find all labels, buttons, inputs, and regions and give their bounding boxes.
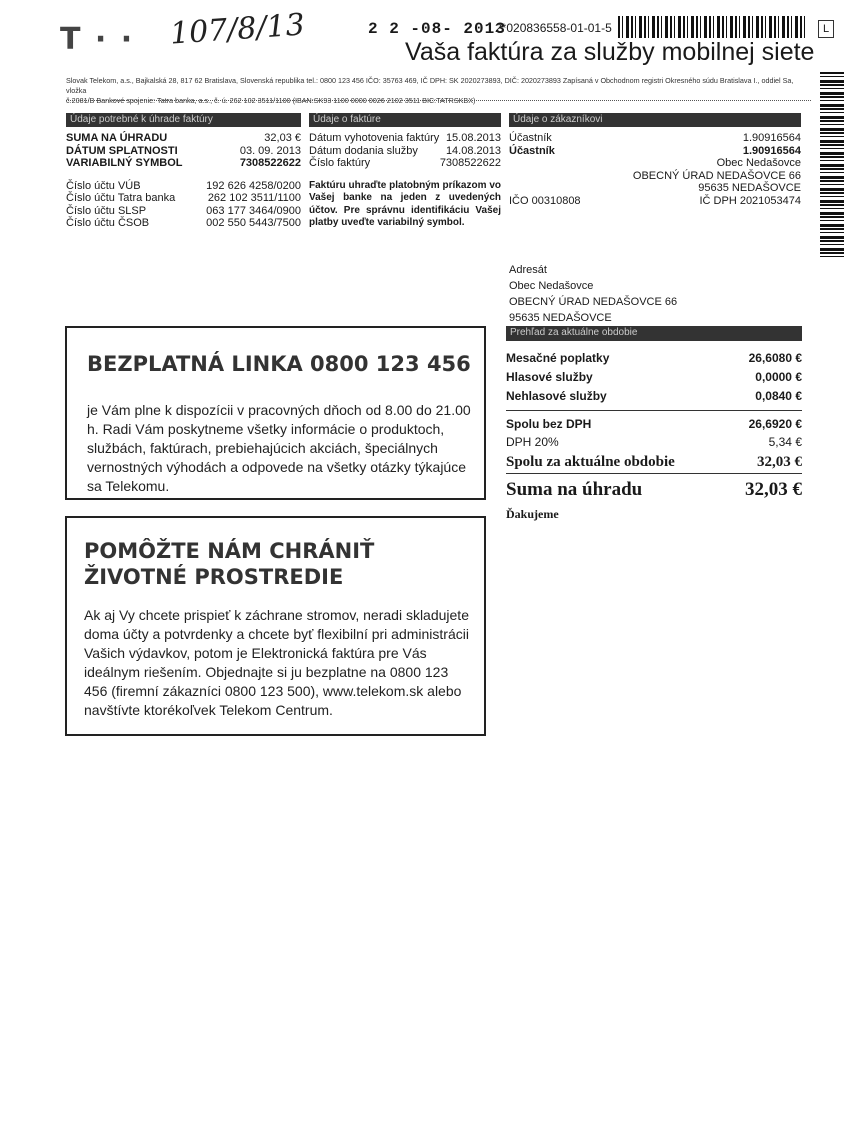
addressee-label: Adresát	[509, 264, 547, 276]
invoice-number-label: Číslo faktúry	[309, 157, 371, 169]
customer-ico: IČO 00310808	[509, 194, 581, 207]
voice-services-value: 0,0000 €	[755, 370, 802, 384]
account-label: Číslo účtu VÚB	[66, 179, 141, 192]
period-total-label: Spolu za aktuálne obdobie	[506, 454, 675, 470]
environment-text: Ak aj Vy chcete prispieť k záchrane stromov, neradi skladujete doma účty a potvrdenky a chcete byť flexibilní pri administrácii Vašich výdavkov, potom je Elektronická faktúra pre Vás ideálnym riešením. Objednajte si ju bezplatne na 0800 123 456 (firemní zákazníci 0800 123 500), www.telekom.sk alebo navštívte ktorékoľvek Telekom Centrum.	[84, 607, 469, 718]
monthly-fees-value: 26,6080 €	[748, 351, 802, 365]
account-value: 063 177 3464/0900	[206, 204, 301, 217]
addressee-street: OBECNÝ ÚRAD NEDAŠOVCE 66	[509, 296, 678, 308]
variable-symbol-label: VARIABILNÝ SYMBOL	[66, 157, 183, 169]
variable-symbol-value: 7308522622	[239, 157, 301, 169]
company-info-line1: Slovak Telekom, a.s., Bajkalská 28, 817 62 Bratislava, Slovenská republika tel.: 0800 123 456 IČO: 35763 469, IČ DPH: SK 2020273893, DIČ: 2020273893 Zapísaná v Obchodnom registri Okresného súdu Bratislava I., oddiel Sa, vložka	[66, 76, 794, 95]
customer-street: OBECNÝ ÚRAD NEDAŠOVCE 66	[632, 169, 801, 182]
environment-promo-box	[65, 516, 486, 736]
amount-due-label: Suma na úhradu	[506, 479, 643, 500]
voice-services-label: Hlasové služby	[506, 370, 593, 384]
due-date-value: 03. 09. 2013	[239, 144, 301, 157]
account-value: 002 550 5443/7500	[206, 217, 301, 229]
handwritten-note: 107/8/13	[168, 7, 306, 52]
amount-due-value: 32,03 €	[745, 479, 802, 500]
participant-value: 1.90916564	[742, 132, 801, 144]
period-total-value: 32,03 €	[757, 454, 802, 470]
issue-date-value: 15.08.2013	[445, 132, 501, 144]
participant-value: 1.90916564	[742, 144, 801, 157]
divider	[66, 100, 811, 101]
company-info-line2: č.2081/B Bankové spojenie: Tatra banka, a.s., č. ú. 262 102 3511/1100 (IBAN:SK93 1100 0000 0026 2102 3511 BIC:TATRSKBX)	[66, 96, 476, 105]
subtotal-label: Spolu bez DPH	[506, 417, 592, 431]
invoice-number-value: 7308522622	[439, 157, 501, 169]
summary-section-header: Prehľad za aktuálne obdobie	[506, 326, 802, 341]
issue-date-label: Dátum vyhotovenia faktúry	[309, 132, 440, 144]
company-info	[66, 76, 811, 106]
hotline-heading: BEZPLATNÁ LINKA 0800 123 456	[87, 352, 471, 376]
due-date-label: DÁTUM SPLATNOSTI	[66, 144, 178, 157]
delivery-date-label: Dátum dodania služby	[309, 144, 418, 157]
environment-heading: POMÔŽTE NÁM CHRÁNIŤ ŽIVOTNÉ PROSTREDIE	[84, 539, 375, 589]
telekom-logo: T · ·	[60, 22, 135, 57]
hotline-promo-box	[65, 326, 486, 500]
participant-label: Účastník	[509, 132, 552, 144]
vat-label: DPH 20%	[506, 435, 559, 449]
customer-section-header: Údaje o zákazníkovi	[509, 113, 801, 127]
payment-note: Faktúru uhraďte platobným príkazom vo Vašej banke na jeden z uvedených účtov. Pre správnu identifikáciu Vašej platby uveďte variabilný symbol.	[309, 179, 501, 228]
account-label: Číslo účtu SLSP	[66, 204, 147, 217]
participant-label: Účastník	[509, 144, 555, 157]
invoice-section	[309, 113, 501, 230]
non-voice-services-value: 0,0840 €	[755, 389, 802, 403]
summary-section	[506, 326, 802, 522]
due-amount-label: SUMA NA ÚHRADU	[66, 132, 168, 144]
account-value: 262 102 3511/1100	[207, 192, 301, 204]
vat-value: 5,34 €	[768, 435, 802, 449]
received-stamp: 2 2 -08- 2013	[368, 20, 506, 38]
customer-city: 95635 NEDAŠOVCE	[698, 182, 801, 194]
invoice-section-header: Údaje o faktúre	[309, 113, 501, 127]
account-value: 192 626 4258/0200	[206, 179, 301, 192]
non-voice-services-label: Nehlasové služby	[506, 389, 607, 403]
account-label: Číslo účtu Tatra banka	[66, 192, 176, 204]
customer-name: Obec Nedašovce	[716, 157, 801, 169]
due-amount-value: 32,03 €	[264, 132, 301, 144]
subtotal-value: 26,6920 €	[748, 417, 802, 431]
page-letter: L	[818, 20, 834, 38]
document-number: 2*020836558-01-01-5	[495, 21, 612, 35]
customer-icdph: IČ DPH 2021053474	[699, 194, 801, 207]
monthly-fees-label: Mesačné poplatky	[506, 351, 610, 365]
addressee-name: Obec Nedašovce	[509, 280, 594, 292]
customer-section	[509, 113, 801, 207]
barcode-icon	[618, 16, 808, 38]
summary-divider	[506, 410, 802, 411]
account-label: Číslo účtu ČSOB	[66, 217, 150, 229]
summary-divider	[506, 473, 802, 474]
delivery-date-value: 14.08.2013	[445, 144, 501, 157]
invoice-title: Vaša faktúra za služby mobilnej siete	[405, 38, 815, 66]
addressee	[509, 262, 769, 326]
payment-section	[66, 113, 301, 230]
thanks-text: Ďakujeme	[506, 507, 559, 521]
addressee-city: 95635 NEDAŠOVCE	[509, 312, 612, 324]
payment-section-header: Údaje potrebné k úhrade faktúry	[66, 113, 301, 127]
hotline-text: je Vám plne k dispozícii v pracovných dňoch od 8.00 do 21.00 h. Radi Vám poskytneme všetky informácie o produktoch, službách, faktúrach, prebiehajúcich akciách, špeciálnych vernostných výhodách a odpovede na všetky otázky týkajúce sa Telekomu.	[87, 402, 471, 494]
side-barcode-icon	[820, 72, 844, 260]
